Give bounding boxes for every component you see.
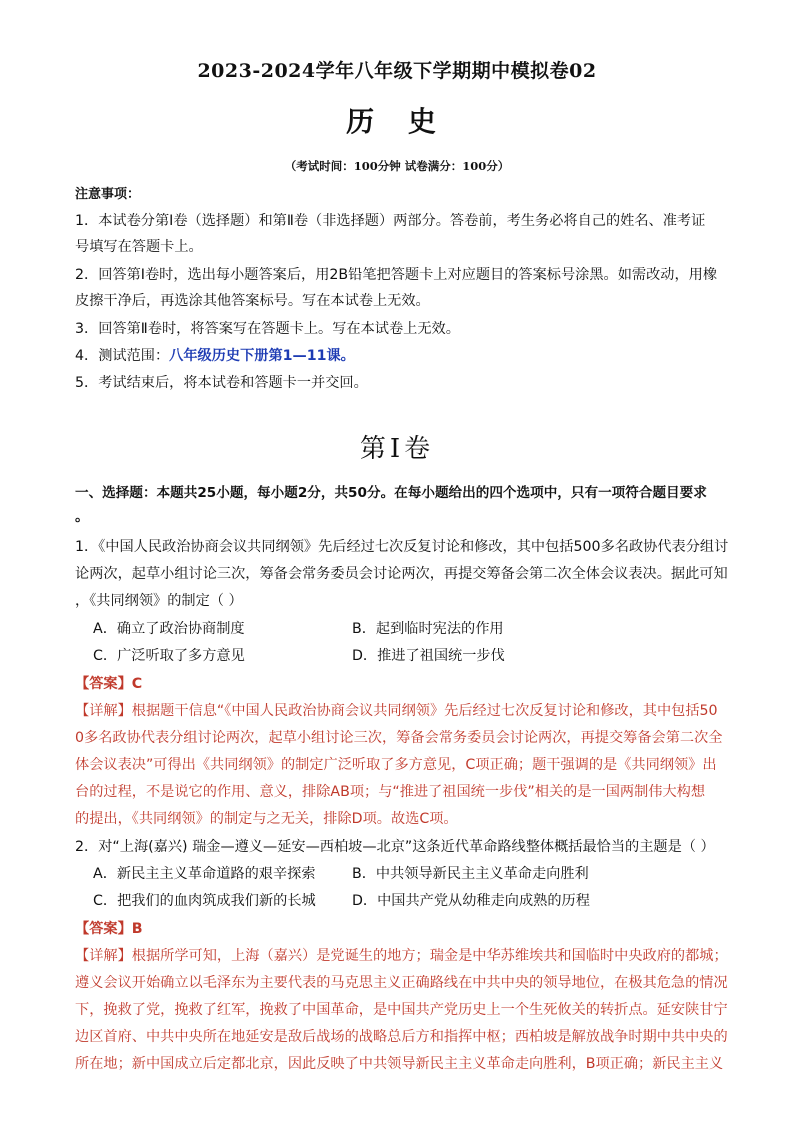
q1-stem-3: ，《共同纲领》的制定（ ） bbox=[75, 593, 243, 609]
q2-detail-2: 遵义会议开始确立以毛泽东为主要代表的马克思主义正确路线在中共中央的领导地位，在极其危急的情况 bbox=[75, 975, 728, 991]
notice-item-4 bbox=[75, 345, 735, 367]
q1-stem-1: 1．《中国人民政治协商会议共同纲领》先后经过七次反复讨论和修改，其中包括500多名政协代表分组讨 bbox=[75, 539, 729, 555]
q1-answer: 【答案】C bbox=[75, 676, 143, 692]
q1-detail-4: 台的过程，不是说它的作用、意义，排除AB项；与“推进了祖国统一步伐”相关的是一国两制伟大构想 bbox=[75, 784, 706, 800]
notice-item-2b: 皮擦干净后，再选涂其他答案标号。写在本试卷上无效。 bbox=[75, 293, 430, 309]
q2-option-d: D．中国共产党从幼稚走向成熟的历程 bbox=[352, 893, 590, 909]
notice-heading: 注意事项： bbox=[75, 187, 141, 202]
q2-detail-3: 下，挽救了党，挽救了红军，挽救了中国革命，是中国共产党历史上一个生死攸关的转折点。延安陕甘宁 bbox=[75, 1002, 728, 1018]
exam-info: （考试时间：100分钟 试卷满分：100分） bbox=[284, 159, 510, 173]
q1-detail-3: 体会议表决”可得出《共同纲领》的制定广泛听取了多方意见，C项正确；题干强调的是《共同纲领》出 bbox=[75, 757, 717, 773]
notice-item-5: 5．考试结束后，将本试卷和答题卡一并交回。 bbox=[75, 375, 368, 391]
test-range: 八年级历史下册第1—11课。 bbox=[169, 348, 355, 364]
notice-item-3: 3．回答第Ⅱ卷时，将答案写在答题卡上。写在本试卷上无效。 bbox=[75, 321, 460, 337]
q1-detail-2: 0多名政协代表分组讨论两次，起草小组讨论三次，筹备会常务委员会讨论两次，再提交筹备会第二次全 bbox=[75, 730, 723, 746]
q2-option-c: C．把我们的血肉筑成我们新的长城 bbox=[93, 893, 316, 909]
q1-stem-2: 论两次，起草小组讨论三次，筹备会常务委员会讨论两次，再提交筹备会第二次全体会议表决。据此可知 bbox=[75, 566, 728, 582]
q2-stem-1: 2．对“上海(嘉兴) 瑞金—遵义—延安—西柏坡—北京”这条近代革命路线整体概括最恰当的主题是（ ） bbox=[75, 839, 715, 855]
q1-detail-1: 【详解】根据题干信息“《中国人民政治协商会议共同纲领》先后经过七次反复讨论和修改，其中包括50 bbox=[75, 703, 718, 719]
notice-item-1b: 号填写在答题卡上。 bbox=[75, 239, 203, 255]
instructions-line-1: 一、选择题：本题共25小题，每小题2分，共50分。在每小题给出的四个选项中，只有一项符合题目要求 bbox=[75, 485, 707, 501]
q1-option-d: D．推进了祖国统一步伐 bbox=[352, 648, 505, 664]
q1-detail-5: 的提出，《共同纲领》的制定与之无关，排除D项。故选C项。 bbox=[75, 811, 458, 827]
instructions-line-2: 。 bbox=[75, 509, 90, 525]
notice-item-2a: 2．回答第Ⅰ卷时，选出每小题答案后，用2B铅笔把答题卡上对应题目的答案标号涂黑。如需改动，用橡 bbox=[75, 267, 718, 283]
q2-detail-4: 边区首府、中共中央所在地延安是敌后战场的战略总后方和指挥中枢；西柏坡是解放战争时期中共中央的 bbox=[75, 1029, 728, 1045]
q1-option-c: C．广泛听取了多方意见 bbox=[93, 648, 245, 664]
q1-option-b: B．起到临时宪法的作用 bbox=[352, 621, 504, 637]
subject-title: 历 史 bbox=[346, 105, 448, 138]
q2-detail-1: 【详解】根据所学可知，上海（嘉兴）是党诞生的地方；瑞金是中华苏维埃共和国临时中央政府的都城； bbox=[75, 948, 728, 964]
q2-detail-5: 所在地；新中国成立后定都北京，因此反映了中共领导新民主主义革命走向胜利，B项正确；新民主主义 bbox=[75, 1056, 724, 1072]
exam-title: 2023-2024学年八年级下学期期中模拟卷02 bbox=[197, 60, 597, 82]
section-title: 第Ⅰ卷 bbox=[359, 434, 435, 464]
q2-answer: 【答案】B bbox=[75, 921, 143, 937]
q2-option-a: A．新民主主义革命道路的艰辛探索 bbox=[93, 866, 316, 882]
notice-item-1a: 1．本试卷分第Ⅰ卷（选择题）和第Ⅱ卷（非选择题）两部分。答卷前，考生务必将自己的姓名、准考证 bbox=[75, 213, 706, 229]
q2-option-b: B．中共领导新民主主义革命走向胜利 bbox=[352, 866, 589, 882]
notice-item-4-prefix: 4．测试范围： bbox=[75, 348, 170, 364]
q1-option-a: A．确立了政治协商制度 bbox=[93, 621, 245, 637]
